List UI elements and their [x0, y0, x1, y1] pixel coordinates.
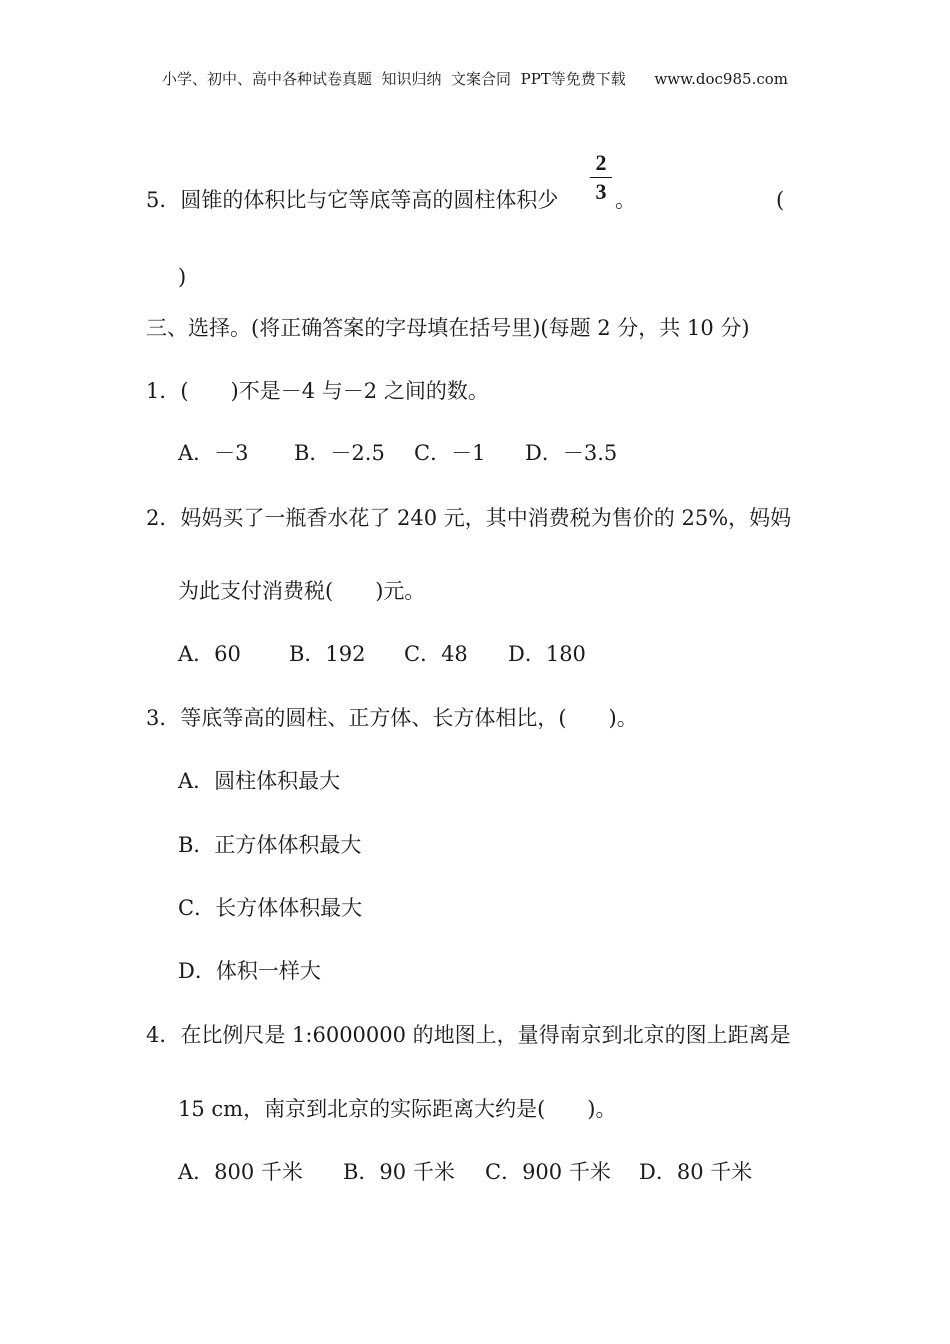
q4-option-d: D．80 千米: [639, 1160, 753, 1184]
fraction-denominator: 3: [595, 179, 607, 204]
q1-option-b: B．－2.5: [294, 441, 385, 465]
q3-text: 3．等底等高的圆柱、正方体、长方体相比，( )。: [146, 706, 638, 730]
section-title: 三、选择。(将正确答案的字母填在括号里)(每题 2 分，共 10 分): [146, 316, 750, 340]
q4-text-line1: 4．在比例尺是 1:6000000 的地图上，量得南京到北京的图上距离是: [146, 1023, 791, 1047]
q1-option-d: D．－3.5: [525, 441, 618, 465]
q4-option-c: C．900 千米: [485, 1160, 611, 1184]
q5-paren-open: (: [776, 188, 785, 212]
q2-option-b: B．192: [289, 642, 366, 666]
q3-option-a: A．圆柱体积最大: [178, 769, 341, 793]
page-header: 小学、初中、高中各种试卷真题 知识归纳 文案合同 PPT等免费下载 www.doc985.com: [161, 70, 788, 88]
q5-tail: 。: [615, 188, 636, 212]
q3-option-d: D．体积一样大: [178, 959, 321, 983]
fraction-bar: [590, 177, 612, 178]
q2-option-c: C．48: [404, 642, 468, 666]
q2-text-line1: 2．妈妈买了一瓶香水花了 240 元，其中消费税为售价的 25%，妈妈: [146, 506, 792, 530]
fraction-numerator: 2: [595, 150, 607, 175]
q4-option-a: A．800 千米: [178, 1160, 303, 1184]
q5-paren-close: ): [178, 265, 187, 289]
q4-text-line2: 15 cm，南京到北京的实际距离大约是( )。: [178, 1097, 617, 1121]
q4-option-b: B．90 千米: [343, 1160, 455, 1184]
q2-option-d: D．180: [508, 642, 586, 666]
q3-option-b: B．正方体体积最大: [178, 833, 362, 857]
q5-text: 5．圆锥的体积比与它等底等高的圆柱体积少: [146, 188, 559, 212]
q1-option-c: C．－1: [414, 441, 486, 465]
q3-option-c: C．长方体体积最大: [178, 896, 363, 920]
q1-text: 1．( )不是－4 与－2 之间的数。: [146, 379, 489, 403]
q2-option-a: A．60: [178, 642, 241, 666]
q5-fraction: [589, 152, 613, 203]
q1-option-a: A．－3: [178, 441, 249, 465]
q2-text-line2: 为此支付消费税( )元。: [178, 579, 426, 603]
